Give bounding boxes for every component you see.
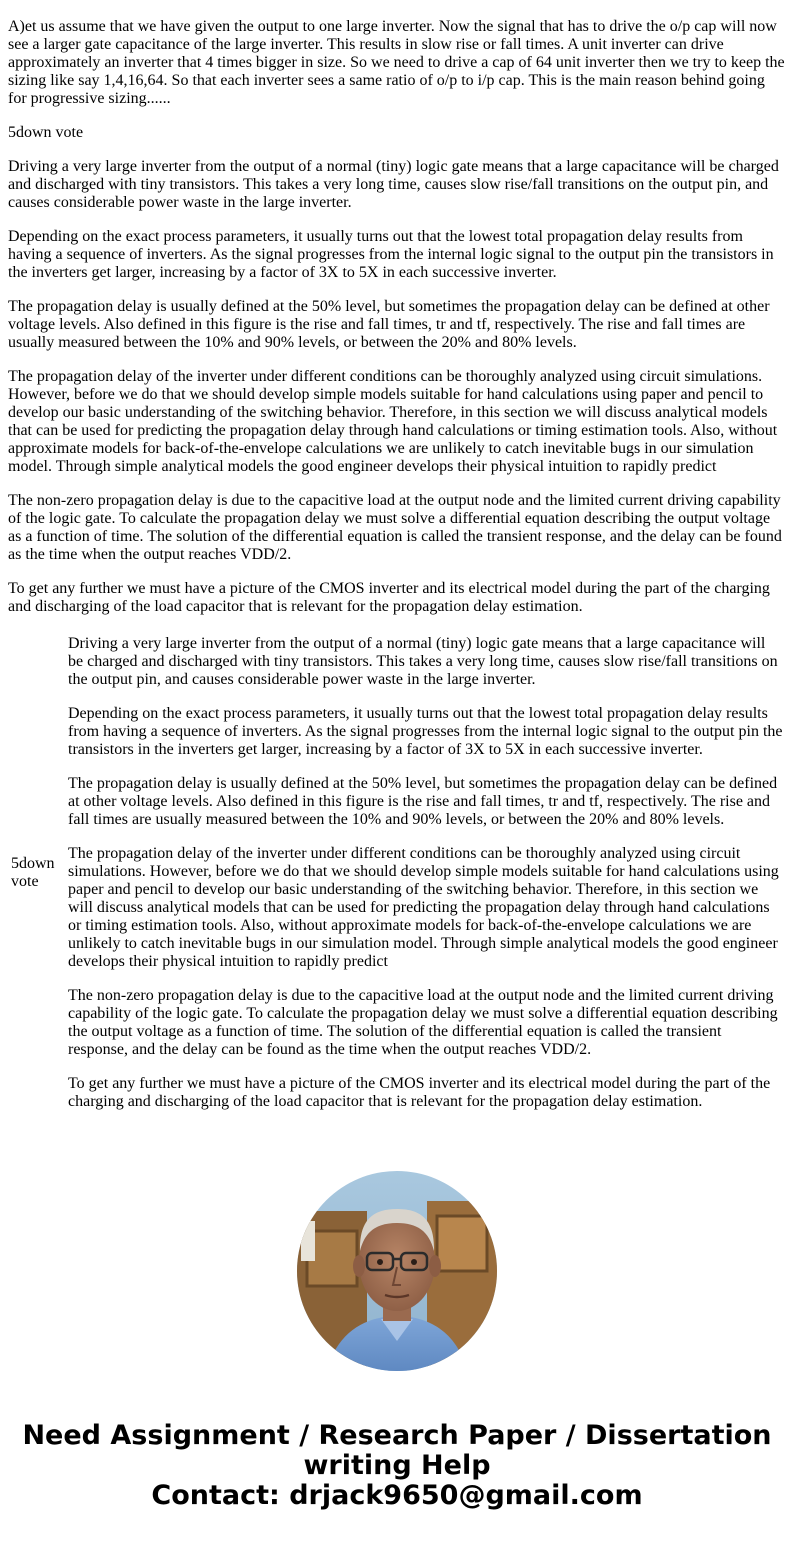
table-paragraph: The propagation delay of the inverter under different conditions can be thoroughly analyzed using circuit simulations. However, before we do that we should develop simple models suitable for hand calculations using paper and pencil to develop our basic understanding of the switching behavior. Therefore, in this section we will discuss analytical models that can be used for predicting the propagation delay through hand calculations or timing estimation tools. Also, without approximate models for back-of-the-envelope calculations we are unlikely to catch inevitable bugs in our simulation model. Through simple analytical models the good engineer develops their physical intuition to rapidly predict	[68, 845, 779, 970]
vote-label: 5down vote	[8, 124, 84, 141]
table-paragraph: Depending on the exact process parameters, it usually turns out that the lowest total propagation delay results from having a sequence of inverters. As the signal progresses from the internal logic signal to the output pin the transistors in the inverters get larger, increasing by a factor of 3X to 5X in each successive inverter.	[68, 705, 783, 758]
author-photo	[297, 1171, 497, 1371]
footer-line: Need Assignment / Research Paper / Dissertation	[22, 1420, 772, 1451]
answer-paragraph: Driving a very large inverter from the output of a normal (tiny) logic gate means that a large capacitance will be charged and discharged with tiny transistors. This takes a very long time, causes slow rise/fall transitions on the output pin, and causes considerable power waste in the large inverter.	[8, 158, 779, 211]
intro-paragraph: A)et us assume that we have given the output to one large inverter. Now the signal that has to drive the o/p cap will now see a larger gate capacitance of the large inverter. This results in slow rise or fall times. A unit inverter can drive approximately an inverter that 4 times bigger in size. So we need to drive a cap of 64 unit inverter then we try to keep the sizing like say 1,4,16,64. So that each inverter sees a same ratio of o/p to i/p cap. This is the main reason behind going for progressive sizing......	[8, 18, 785, 107]
answer-paragraph: The propagation delay is usually defined at the 50% level, but sometimes the propagation delay can be defined at other voltage levels. Also defined in this figure is the rise and fall times, tr and tf, respectively. The rise and fall times are usually measured between the 10% and 90% levels, or between the 20% and 80% levels.	[8, 298, 770, 351]
answer-paragraph: To get any further we must have a picture of the CMOS inverter and its electrical model during the part of the charging and discharging of the load capacitor that is relevant for the propagation delay estimation.	[8, 580, 770, 615]
table-row	[10, 634, 784, 1112]
contact-footer	[0, 1421, 794, 1511]
footer-contact: Contact: drjack9650@gmail.com	[151, 1480, 643, 1511]
table-paragraph: The propagation delay is usually defined at the 50% level, but sometimes the propagation delay can be defined at other voltage levels. Also defined in this figure is the rise and fall times, tr and tf, respectively. The rise and fall times are usually measured between the 10% and 90% levels, or between the 20% and 80% levels.	[68, 775, 778, 828]
table-paragraph: Driving a very large inverter from the output of a normal (tiny) logic gate means that a large capacitance will be charged and discharged with tiny transistors. This takes a very long time, causes slow rise/fall transitions on the output pin, and causes considerable power waste in the large inverter.	[68, 635, 778, 688]
article	[0, 18, 794, 1114]
answer-paragraph: Depending on the exact process parameters, it usually turns out that the lowest total propagation delay results from having a sequence of inverters. As the signal progresses from the internal logic signal to the output pin the transistors in the inverters get larger, increasing by a factor of 3X to 5X in each successive inverter.	[8, 228, 774, 281]
answer-table	[8, 632, 786, 1114]
answer-paragraph: The non-zero propagation delay is due to the capacitive load at the output node and the limited current driving capability of the logic gate. To calculate the propagation delay we must solve a differential equation describing the output voltage as a function of time. The solution of the differential equation is called the transient response, and the delay can be found as the time when the output reaches VDD/2.	[8, 492, 782, 563]
portrait-image	[297, 1171, 497, 1371]
answer-paragraph: The propagation delay of the inverter under different conditions can be thoroughly analyzed using circuit simulations. However, before we do that we should develop simple models suitable for hand calculations using paper and pencil to develop our basic understanding of the switching behavior. Therefore, in this section we will discuss analytical models that can be used for predicting the propagation delay through hand calculations or timing estimation tools. Also, without approximate models for back-of-the-envelope calculations we are unlikely to catch inevitable bugs in our simulation model. Through simple analytical models the good engineer develops their physical intuition to rapidly predict	[8, 368, 778, 475]
table-vote-label: 5down vote	[11, 855, 55, 890]
table-paragraph: To get any further we must have a picture of the CMOS inverter and its electrical model during the part of the charging and discharging of the load capacitor that is relevant for the propagation delay estimation.	[68, 1075, 771, 1110]
table-answer-cell	[62, 634, 784, 1112]
footer-line: writing Help	[303, 1450, 491, 1481]
table-paragraph: The non-zero propagation delay is due to the capacitive load at the output node and the limited current driving capability of the logic gate. To calculate the propagation delay we must solve a differential equation describing the output voltage as a function of time. The solution of the differential equation is called the transient response, and the delay can be found as the time when the output reaches VDD/2.	[68, 987, 778, 1058]
